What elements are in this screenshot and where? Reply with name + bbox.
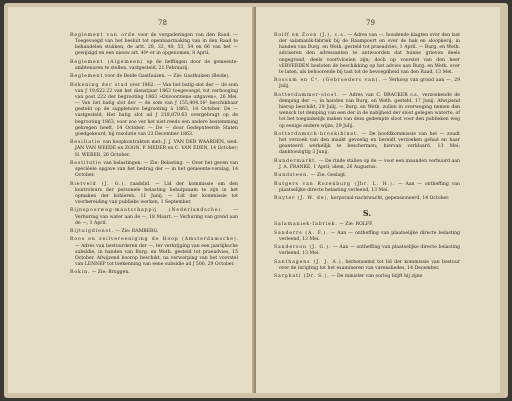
entry-text: — Adres van C. BRACKER c.s., verzoekende de demping der —, in handen van Burg. en Weth. gesteld, 17 Junij. Afwijzend hierop beschikt, 29 Julij. — Burg. en Weth. zullen in overweging nemen den wensch tot demping van een der in de nabijheid der sloot gelegen waterte, of tot het toegankelijk maken van dezs gedempte sloot voor den publieken weg op eenige andere wijze, 29 Julij. — [279, 92, 460, 129]
entry-text: van koopkontrakten met: J. J. VAN DER WAARDEN, wed. JAN VAN WEEDE en ZOON, P. MEDER en C. VAN EDEN, 14 October; H. WEBER, 26 October. — [75, 140, 238, 158]
entry-heading: Rundermarkt. — [274, 158, 318, 164]
entry-text: — Zie: Geslagt. — [309, 173, 347, 179]
entry-heading: Rijnspoorweg-maatschappij (Nederlandsche) — [70, 208, 222, 214]
index-entry — [70, 74, 238, 80]
entry-heading: Sarphati (Dr. S.). — [274, 274, 330, 280]
book-spread — [4, 3, 508, 398]
left-page — [8, 7, 252, 393]
entry-heading: Sanderson (J. G.). — [274, 245, 332, 251]
entry-heading: Rutgers van Rozenburg (Jhr. L. H.). — [274, 181, 396, 187]
entry-text: , herbenoemd tot lid der kommissie van bestuur over de inrigting tot het examineren van varensliedes, 14 December. — [279, 259, 460, 271]
entry-heading: Rijtuigdienst. — [70, 229, 114, 235]
entry-text: van belastingen. — Zie: Belasting. — Over het geven van speciéele opgave van het bedrag der — in het gemeente-verslag, 14 October. — [75, 160, 238, 179]
entry-text: — De minister van oorlog blijft bij zijne — [329, 274, 423, 280]
entry-heading: Rundsteen. — [274, 173, 310, 179]
section-heading: S. — [362, 208, 372, 219]
s-entry-list — [274, 222, 460, 280]
right-page — [256, 7, 500, 393]
entry-heading: Rekening der stad — [70, 82, 129, 88]
index-entry — [274, 196, 460, 202]
entry-text: — Verkoop van grond aan —, 29 Julij. — [279, 78, 461, 90]
index-entry — [274, 260, 460, 272]
index-entry — [70, 182, 238, 207]
entry-text: — De rinde stallen op de — voor een maanden verhuurd aan J. A. FRANKE, 1 April; idem, 26 Augustus. — [279, 158, 460, 170]
entry-heading: Reglement van orde — [70, 33, 136, 38]
entry-heading: Reglement (Algemeen) — [70, 59, 144, 65]
index-entry — [274, 222, 460, 228]
entry-text: — Aan — ontheffing van plaatselijke directe belasting verleend, 13 Mei. — [279, 230, 460, 242]
page-number-left: 78 — [158, 19, 167, 27]
entry-heading: Roos en zeilvereeniging de Hoop (Amsterdamsche) — [70, 237, 237, 243]
entry-heading: Reglement — [70, 74, 104, 80]
entry-text: korporaal-nachtwacht, gepensioneerd, 14 October. — [329, 196, 450, 202]
index-entry — [274, 132, 460, 157]
entry-heading: Salamaniek-fabriek. — [274, 222, 338, 228]
index-entry — [274, 245, 460, 257]
entry-text: , raadslid. — Lid der kommissie om den kontroleurs der personele belasting behulpzaam te zijn in het opmaken der kohieren, 11 Junij. — Lid der kommissie tot voorbereiding van publieke werken, 1 September. — [75, 181, 238, 206]
entry-heading: Rotterdamsch-brookibinet. — [274, 131, 360, 137]
entry-heading: Rokin. — [70, 270, 91, 276]
index-entry — [70, 140, 238, 158]
page-number-right: 79 — [366, 19, 375, 27]
entry-text: — Zie: Bruggen. — [90, 270, 130, 276]
entry-text: voor de Beide Gasthuizen. — Zie: Gasthuizen (Beide). — [103, 74, 230, 80]
index-entry — [274, 182, 460, 194]
index-entry — [274, 231, 460, 243]
index-entry — [274, 274, 460, 280]
index-entry — [274, 78, 460, 90]
entry-heading: Resiliatie — [70, 140, 101, 146]
left-entry-list — [70, 33, 238, 277]
index-entry — [70, 237, 238, 268]
entry-text: — Adres van —, houdende klagten over den last der salamanik-fabriek bij de Raampoort en over de hak en sloopkerij; in handen van Burg. en Weth. gesteld tot praeadvies, 1 April. — Burg. en Weth. adviseren den adressanten te antwoorden dat hunne grieven deels ongegrond, deels voortvloeien zijn; doch op voorstel van den heer vERVERDEN besloten de beschikking op het advies aan Burg. en Weth. over te laten, als behoorende bij tast tot de bevoegdheid van den Raad, 13 Mei. — [279, 33, 461, 75]
index-entry — [274, 173, 460, 179]
index-entry — [70, 33, 238, 58]
right-entry-list — [274, 33, 460, 202]
entry-text: — Aan — ontheffing van plaatselijke directe belasting verleend, 13 Mei. — [279, 245, 460, 257]
entry-text: . — Verhuring van water aan de —, 18 Maart. — Verhuring van grond aan de —, 1 April. — [75, 208, 238, 226]
entry-heading: Rolff en Zoon (J.), c.s. — [274, 33, 347, 38]
entry-text: voor de vergaderingen van den Raad. — Toegevoegd van het besluit tot openbaarmaking van in den Raad te behandelen stukken, de artt. 28, 32, 40, 53, 54 en 66 van het — gewijzigd en een nieuw art. 49ᵃ er in opgenomen, 8 April. — [75, 33, 238, 57]
entry-text: op de heffingen door de gemeente-ambtenaren te stellen, vastgesteld, 21 Februarij. — [75, 59, 238, 71]
entry-heading: Ruyter (J. W. de), — [274, 196, 330, 202]
entry-heading: Restitutie — [70, 160, 102, 166]
entry-text: — Zie: RAMBERG. — [113, 229, 159, 235]
index-entry — [274, 93, 460, 130]
entry-heading: Rossum en Cᵉ. (Gebroeders van). — [274, 78, 381, 84]
index-entry — [70, 83, 238, 138]
entry-heading: Rotterdammer-sloot. — [274, 92, 340, 98]
index-entry — [70, 60, 238, 72]
index-entry — [70, 270, 238, 276]
entry-text: — Aan — ontheffing van plaatselijke directe belasting verleend, 13 Mei. — [279, 181, 460, 193]
index-entry — [70, 229, 238, 235]
entry-text: — De hoofdkommissie van het — zoudt het verzoek van den maakt gevoelig en bereidt verzoeken gehad en haar geanteerd werkelijk te beschermen; hiervan verklaard, 13 Mei; danktoezigtig 3 Junij. — [279, 131, 460, 156]
index-entry — [70, 161, 238, 179]
entry-text: . — Adres van bestuurderen der —, ter verkrijging van een jaarlijksche subsidie, in handen van Burg. en Weth. gesteld tot praeadvies, 15 October. Afwijzend hoorop beschikt, na verwerping van het voorstel van LENNEP tot toekenning van eene subsidie ad ƒ 500, 29 October. — [75, 237, 238, 267]
entry-text: — Zie: ROLFF. — [337, 222, 373, 228]
index-entry — [274, 33, 460, 76]
entry-heading: Rietveld (J. G.) — [70, 181, 125, 187]
index-entry — [274, 159, 460, 171]
index-entry — [70, 208, 238, 226]
entry-text: over 1862. — Van het batig slot der — de som van ƒ 19,622.22 van het dienstjaar 1863 toegevoegd, tot verhooging van post 222 der begrooting 1863 »Onvoorziene uitgaven«, 26 Mei. — Van het batig slot der — de som van ƒ 155,404.16¹ beschikbaar gesteld op de suppletoire begrooting à 1863, 14 October. De — vastgesteld, Het batig slot ad ƒ 218,879.63 overgebragt op de begrooting 1863, voor zoo ver het niet reeds een andere bestemming gekregen heeft, 14 October. — De — door Gedeputeerde Staten goedgekeurd, bij resolutie van 23 December 1863. — [75, 82, 238, 137]
entry-heading: Sanderrs (A. F.). — [274, 230, 329, 236]
entry-heading: Santhagens (J. J. A.) — [274, 259, 342, 265]
